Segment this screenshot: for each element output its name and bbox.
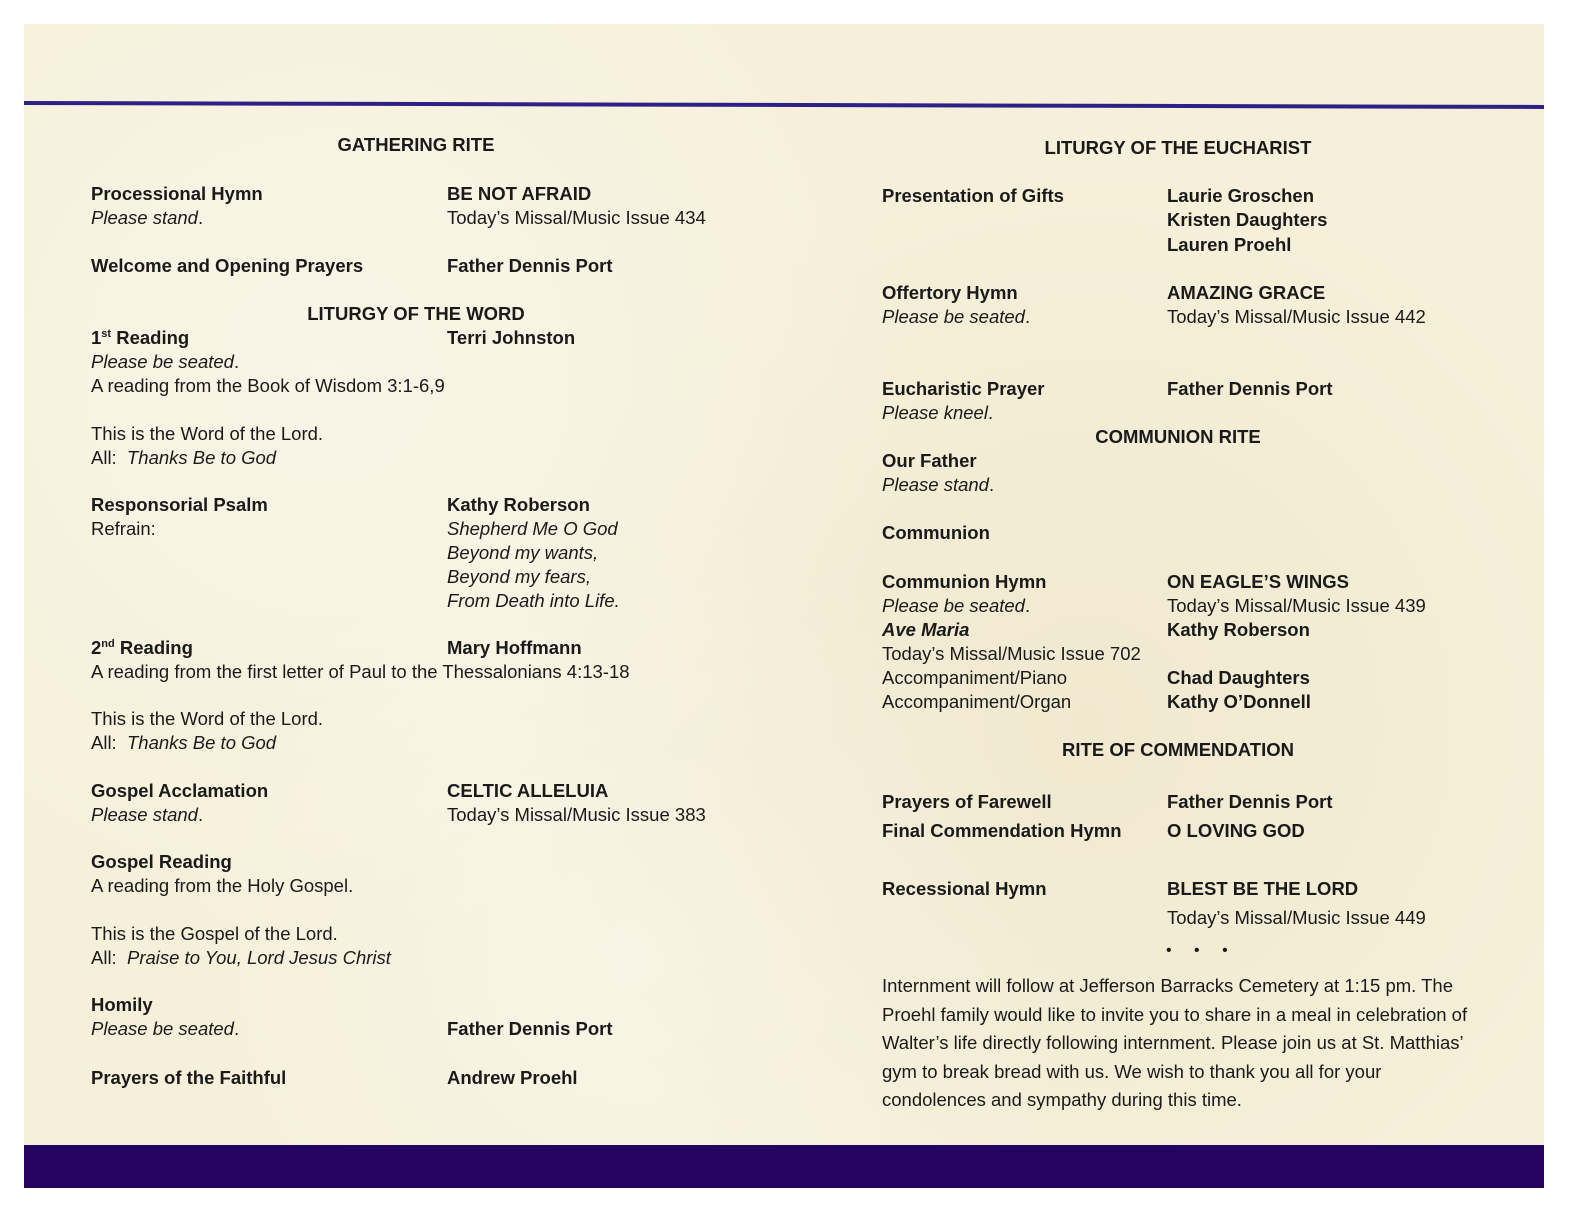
acclamation-instruction: Please stand.	[91, 804, 204, 825]
ave-maria-label: Ave Maria	[882, 619, 970, 640]
gospel-of-lord: This is the Gospel of the Lord.	[91, 923, 338, 944]
response-1: All: Thanks Be to God	[91, 447, 277, 468]
piano-label: Accompaniment/Piano	[882, 667, 1068, 688]
eucharistic-prayer-person: Father Dennis Port	[1167, 378, 1333, 399]
first-reading-instruction: Please be seated.	[91, 351, 240, 372]
communion-hymn-instruction: Please be seated.	[882, 595, 1031, 616]
communion-hymn-song: ON EAGLE’S WINGS	[1167, 571, 1349, 592]
closing-paragraph: Internment will follow at Jefferson Barracks Cemetery at 1:15 pm. The Proehl family would like to invite you to share in a meal in celebration of Walter’s life directly following internment. Please join us at St. Matthias’ gym to break bread with us. We wish to thank you all for your condolences and sympathy during this time.	[882, 975, 1468, 1110]
footer-band	[24, 1145, 1544, 1188]
our-father-instruction: Please stand.	[882, 474, 995, 495]
eucharistic-prayer-label: Eucharistic Prayer	[882, 378, 1045, 399]
refrain-line: Beyond my wants,	[447, 542, 599, 563]
homily-label: Homily	[91, 994, 153, 1015]
processional-instruction: Please stand.	[91, 207, 204, 228]
our-father-label: Our Father	[882, 450, 977, 471]
liturgy-of-eucharist-heading: LITURGY OF THE EUCHARIST	[1044, 137, 1312, 158]
second-reading-person: Mary Hoffmann	[447, 637, 582, 658]
offertory-issue: Today’s Missal/Music Issue 442	[1167, 306, 1426, 327]
first-reading-label: 1st Reading	[91, 327, 190, 348]
gifts-person: Laurie Groschen	[1167, 185, 1315, 206]
homily-instruction: Please be seated.	[91, 1018, 240, 1039]
first-reading-text: A reading from the Book of Wisdom 3:1-6,9	[91, 375, 445, 396]
communion-label: Communion	[882, 522, 990, 543]
homily-person: Father Dennis Port	[447, 1018, 613, 1039]
rite-of-commendation-heading: RITE OF COMMENDATION	[1062, 739, 1294, 760]
response-3: All: Praise to You, Lord Jesus Christ	[91, 947, 391, 968]
processional-issue: Today’s Missal/Music Issue 434	[447, 207, 706, 228]
gifts-person: Lauren Proehl	[1167, 234, 1292, 255]
ave-maria-issue: Today’s Missal/Music Issue 702	[882, 643, 1141, 664]
recessional-song: BLEST BE THE LORD	[1167, 878, 1359, 899]
offertory-instruction: Please be seated.	[882, 306, 1031, 327]
gathering-rite-heading: GATHERING RITE	[337, 134, 495, 155]
gifts-label: Presentation of Gifts	[882, 185, 1064, 206]
eucharistic-prayer-instruction: Please kneel.	[882, 402, 994, 423]
recessional-label: Recessional Hymn	[882, 878, 1047, 899]
offertory-label: Offertory Hymn	[882, 282, 1018, 303]
second-reading-text: A reading from the first letter of Paul to the Thessalonians 4:13-18	[91, 661, 630, 682]
faithful-person: Andrew Proehl	[447, 1067, 578, 1088]
final-commendation-label: Final Commendation Hymn	[882, 820, 1122, 841]
word-of-lord-2: This is the Word of the Lord.	[91, 708, 324, 729]
offertory-song: AMAZING GRACE	[1167, 282, 1326, 303]
processional-song: BE NOT AFRAID	[447, 183, 592, 204]
piano-person: Chad Daughters	[1167, 667, 1310, 688]
final-commendation-song: O LOVING GOD	[1167, 820, 1305, 841]
faithful-label: Prayers of the Faithful	[91, 1067, 287, 1088]
recessional-issue: Today’s Missal/Music Issue 449	[1167, 907, 1426, 928]
farewell-label: Prayers of Farewell	[882, 791, 1052, 812]
acclamation-song: CELTIC ALLELUIA	[447, 780, 609, 801]
gospel-text: A reading from the Holy Gospel.	[91, 875, 354, 896]
word-of-lord-1: This is the Word of the Lord.	[91, 423, 324, 444]
refrain-line: Beyond my fears,	[447, 566, 591, 587]
communion-rite-heading: COMMUNION RITE	[1095, 426, 1261, 447]
refrain-line: From Death into Life.	[447, 590, 620, 611]
communion-hymn-issue: Today’s Missal/Music Issue 439	[1167, 595, 1426, 616]
second-reading-label: 2nd Reading	[91, 637, 193, 658]
refrain-line: Shepherd Me O God	[447, 518, 618, 539]
farewell-person: Father Dennis Port	[1167, 791, 1333, 812]
processional-label: Processional Hymn	[91, 183, 263, 204]
refrain-label: Refrain:	[91, 518, 156, 539]
communion-hymn-label: Communion Hymn	[882, 571, 1047, 592]
psalm-label: Responsorial Psalm	[91, 494, 268, 515]
organ-label: Accompaniment/Organ	[882, 691, 1072, 712]
psalm-person: Kathy Roberson	[447, 494, 590, 515]
gospel-label: Gospel Reading	[91, 851, 232, 872]
gifts-person: Kristen Daughters	[1167, 209, 1328, 230]
welcome-person: Father Dennis Port	[447, 255, 613, 276]
acclamation-label: Gospel Acclamation	[91, 780, 269, 801]
first-reading-person: Terri Johnston	[447, 327, 576, 348]
liturgy-of-word-heading: LITURGY OF THE WORD	[307, 303, 525, 324]
welcome-label: Welcome and Opening Prayers	[91, 255, 364, 276]
response-2: All: Thanks Be to God	[91, 732, 277, 753]
ornament-dots: • • •	[1166, 942, 1237, 959]
acclamation-issue: Today’s Missal/Music Issue 383	[447, 804, 706, 825]
ave-maria-person: Kathy Roberson	[1167, 619, 1310, 640]
organ-person: Kathy O’Donnell	[1167, 691, 1311, 712]
